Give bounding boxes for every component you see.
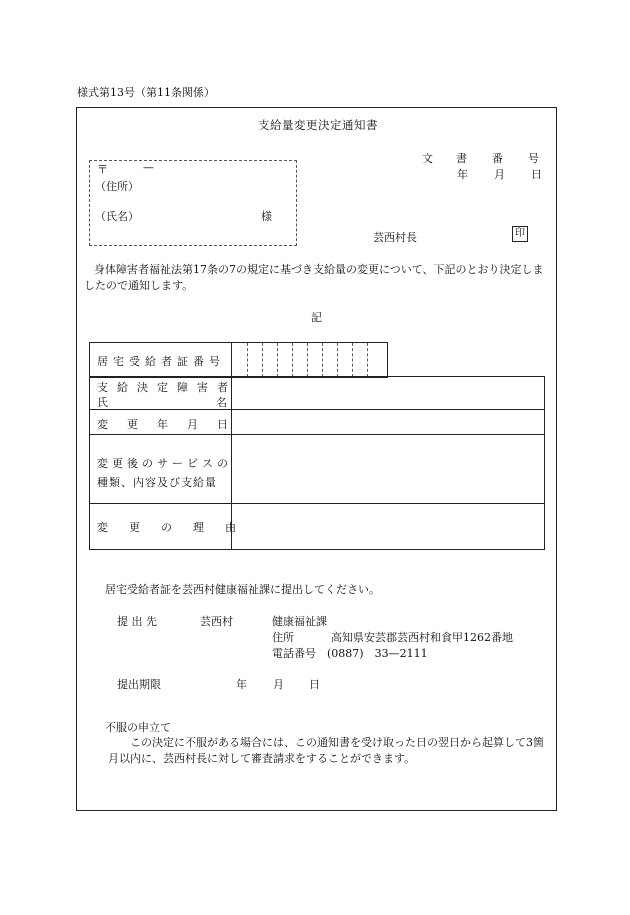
seal-mark: 印 bbox=[512, 226, 528, 242]
date-char: 日 bbox=[531, 168, 542, 181]
change-date-field[interactable] bbox=[232, 410, 543, 434]
submission-phone-value: (0887) 33—2111 bbox=[327, 647, 428, 660]
change-reason-field[interactable] bbox=[232, 504, 543, 548]
issue-date-label bbox=[457, 166, 542, 182]
date-char: 年 bbox=[457, 168, 468, 181]
submission-address-value: 高知県安芸郡芸西村和食甲1262番地 bbox=[331, 631, 513, 644]
submission-note: 居宅受給者証を芸西村健康福祉課に提出してください。 bbox=[105, 583, 380, 596]
mayor-label: 芸西村長 bbox=[373, 231, 417, 244]
form-number: 様式第13号（第11条関係） bbox=[77, 86, 215, 99]
certificate-number-row bbox=[89, 342, 388, 378]
doc-no-char: 書 bbox=[456, 152, 467, 165]
submission-destination-label: 提 出 先 bbox=[117, 615, 157, 628]
row-label-change-date: 変更年月日 bbox=[97, 418, 247, 431]
date-char: 月 bbox=[494, 168, 505, 181]
row-label-recipient-given: 名 bbox=[216, 396, 227, 409]
ki-heading: 記 bbox=[311, 311, 322, 324]
deadline-label: 提出期限 bbox=[117, 678, 161, 691]
row-label-reason: 変更の理由 bbox=[97, 521, 257, 534]
service-amount-field[interactable] bbox=[232, 435, 543, 503]
address-label: （住所） bbox=[95, 180, 139, 193]
submission-phone-label: 電話番号 bbox=[272, 647, 316, 660]
doc-no-char: 番 bbox=[492, 152, 503, 165]
appeal-text: この決定に不服がある場合には、この通知書を受け取った日の翌日から起算して3箇月以内に、芸西村長に対して審査請求をすることができます。 bbox=[108, 736, 544, 765]
address-box bbox=[89, 160, 297, 246]
doc-no-char: 文 bbox=[422, 152, 433, 165]
document-number-label bbox=[422, 150, 539, 166]
postal-dash: — bbox=[143, 161, 154, 174]
document-title: 支給量変更決定通知書 bbox=[258, 118, 378, 132]
details-table bbox=[89, 376, 545, 550]
appeal-title: 不服の申立て bbox=[105, 721, 171, 734]
row-label-recipient-family: 氏 bbox=[97, 396, 108, 409]
submission-village: 芸西村 bbox=[200, 615, 233, 628]
name-label: （氏名） bbox=[95, 210, 139, 223]
row-label-service: 変更後のサービスの bbox=[97, 457, 232, 470]
honorific: 様 bbox=[261, 210, 272, 223]
doc-no-char: 号 bbox=[528, 152, 539, 165]
certificate-number-digits bbox=[247, 343, 367, 377]
row-label-service-amount: 種類、内容及び支給量 bbox=[97, 476, 217, 489]
row-label-recipient: 支給決定障害者 bbox=[97, 381, 237, 394]
body-text: 身体障害者福祉法第17条の7の規定に基づき支給量の変更について、下記のとおり決定しましたので通知します。 bbox=[84, 263, 544, 292]
row-label-certificate-number: 居宅受給者証番号 bbox=[97, 355, 225, 368]
submission-department: 健康福祉課 bbox=[272, 615, 327, 628]
submission-address-label: 住所 bbox=[272, 631, 294, 644]
postal-mark: 〒 bbox=[97, 163, 108, 176]
recipient-name-field[interactable] bbox=[232, 377, 543, 409]
deadline-month: 月 bbox=[273, 678, 284, 691]
deadline-day: 日 bbox=[309, 678, 320, 691]
deadline-year: 年 bbox=[236, 678, 247, 691]
